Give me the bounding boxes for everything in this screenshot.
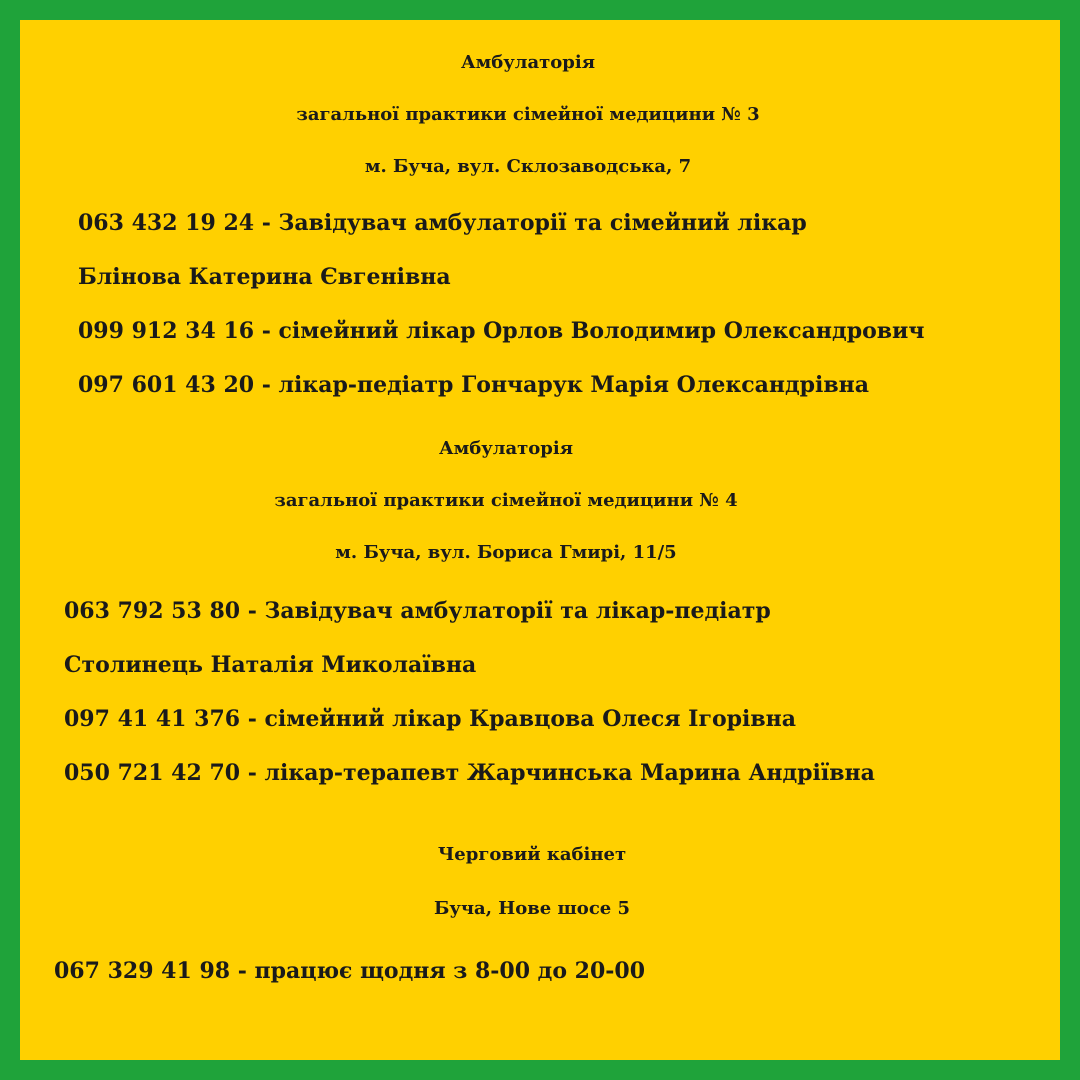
section-2-subtitle: загальної практики сімейної медицини № 4 — [274, 490, 738, 511]
section-2-line-3: 097 41 41 376 - сімейний лікар Кравцова Олеся Ігорівна — [64, 706, 797, 732]
section-1-line-1: 063 432 19 24 - Завідувач амбулаторії та сімейний лікар — [78, 210, 807, 236]
section-2-line-4: 050 721 42 70 - лікар-терапевт Жарчинська Марина Андріївна — [64, 760, 875, 786]
section-3-title: Черговий кабінет — [437, 844, 627, 865]
section-3-address: Буча, Нове шосе 5 — [433, 898, 631, 919]
section-2-line-2: Столинець Наталія Миколаївна — [64, 652, 477, 678]
section-1-subtitle: загальної практики сімейної медицини № 3 — [296, 104, 760, 125]
section-1-line-3: 099 912 34 16 - сімейний лікар Орлов Володимир Олександрович — [78, 318, 925, 344]
section-1-line-2: Блінова Катерина Євгенівна — [78, 264, 451, 290]
info-panel — [20, 20, 1060, 1060]
section-2-title: Амбулаторія — [438, 438, 574, 459]
section-3-line-1: 067 329 41 98 - працює щодня з 8-00 до 20-00 — [54, 958, 646, 984]
section-2-address: м. Буча, вул. Бориса Гмирі, 11/5 — [335, 542, 677, 563]
section-1-line-4: 097 601 43 20 - лікар-педіатр Гончарук Марія Олександрівна — [78, 372, 870, 398]
section-1-title: Амбулаторія — [460, 52, 596, 73]
section-2-line-1: 063 792 53 80 - Завідувач амбулаторії та лікар-педіатр — [64, 598, 771, 624]
section-1-address: м. Буча, вул. Склозаводська, 7 — [364, 156, 692, 177]
